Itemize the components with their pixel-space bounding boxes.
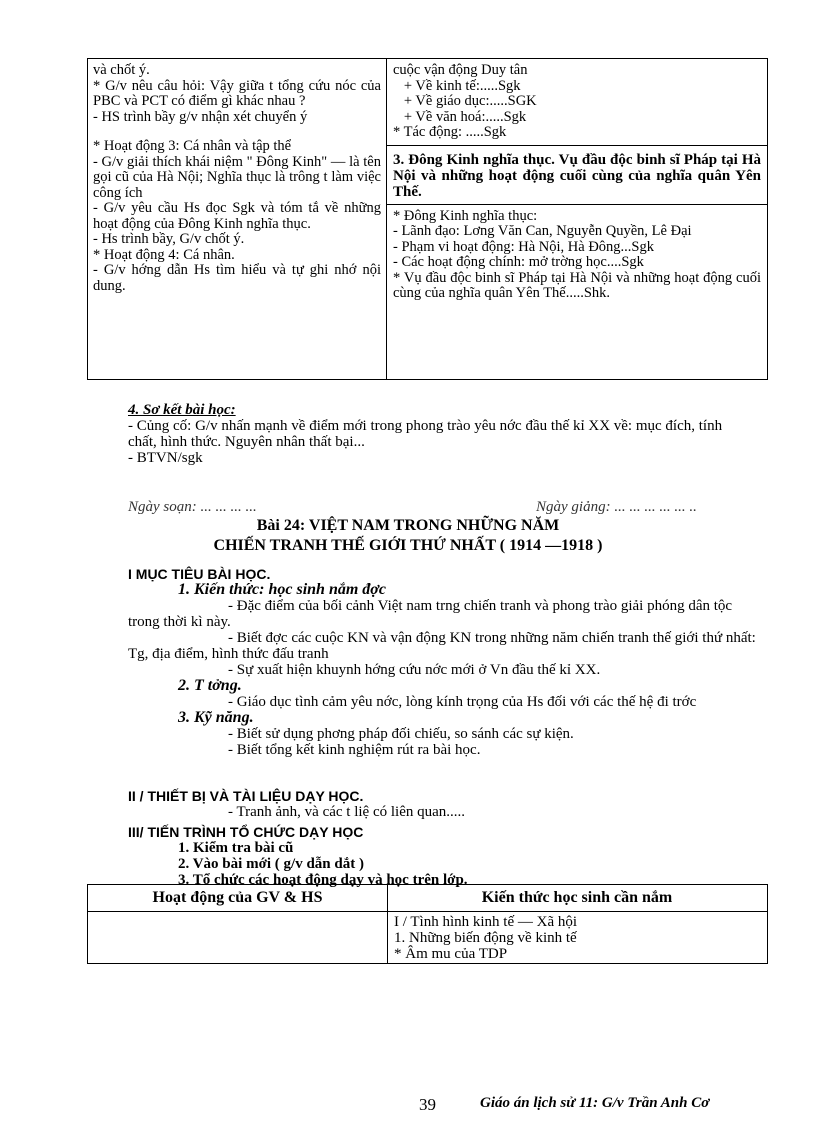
header-knowledge: Kiến thức học sinh cần nắm <box>481 889 673 906</box>
equipment-section <box>128 788 758 820</box>
footer-author: Giáo án lịch sử 11: G/v Trần Anh Cơ <box>480 1095 710 1111</box>
activities-table <box>87 884 768 964</box>
equipment-heading: II / THIẾT BỊ VÀ TÀI LIỆU DẠY HỌC. <box>128 788 364 804</box>
activity-line: - HS trình bầy g/v nhận xét chuyển ý <box>93 108 308 125</box>
equipment-line: - Tranh ảnh, và các t liệ có liên quan..... <box>228 804 466 820</box>
activity-line: - Hs trình bầy, G/v chốt ý. <box>93 231 245 247</box>
objectives-section <box>128 566 758 758</box>
date-row <box>128 499 758 516</box>
activity-line: và chốt ý. <box>93 62 150 78</box>
activity-line: * G/v nêu câu hỏi: Vậy giữa t tổng cứu nóc của PBC và PCT có điểm gì khác nhau ? <box>93 77 385 109</box>
summary-line: - BTVN/sgk <box>128 450 203 466</box>
lesson-summary <box>128 402 753 466</box>
lesson-table-continued <box>87 58 768 380</box>
process-section <box>128 824 758 888</box>
knowledge-cell <box>394 914 761 962</box>
process-step: 2. Vào bài mới ( g/v dẫn dắt ) <box>178 856 364 872</box>
section-heading: 3. Đông Kinh nghĩa thục. Vụ đầu độc binh sĩ Pháp tại Hà Nội và những hoạt động cuối cùng của nghĩa quân Yên Thế. <box>393 151 761 200</box>
lesson-title-line: Bài 24: VIỆT NAM TRONG NHỮNG NĂM <box>256 517 560 534</box>
knowledge-line: - Các hoạt động chính: mở trờng học....Sgk <box>393 254 644 270</box>
summary-heading: 4. Sơ kết bài học: <box>128 402 236 418</box>
page-number: 39 <box>419 1095 436 1114</box>
knowledge-line: - Phạm vi hoạt động: Hà Nội, Hà Đông...Sgk <box>393 238 654 255</box>
knowledge-line: + Về giáo dục:.....SGK <box>393 93 537 109</box>
date-taught: Ngày giảng: ... ... ... ... ... .. <box>536 499 697 515</box>
date-prepared: Ngày soạn: ... ... ... ... <box>128 499 257 515</box>
header-activities: Hoạt động của GV & HS <box>152 889 323 906</box>
knowledge-heading: 1. Kiến thức: học sinh nắm đợc <box>178 581 386 598</box>
knowledge-line: * Âm mu của TDP <box>394 946 508 962</box>
knowledge-line: * Vụ đầu độc binh sĩ Pháp tại Hà Nội và những hoạt động cuối cùng của nghĩa quân Yên Thế.....Shk. <box>393 269 765 301</box>
objective-line: - Biết tổng kết kinh nghiệm rút ra bài học. <box>228 742 481 758</box>
knowledge-line: * Tác động: .....Sgk <box>393 124 507 140</box>
activity-line: - G/v hớng dẫn Hs tìm hiểu và tự ghi nhớ nội dung. <box>93 262 385 294</box>
activity-line: - G/v yêu cầu Hs đọc Sgk và tóm tắ về những hoạt động của Đông Kinh nghĩa thục. <box>93 200 385 232</box>
activity-line: * Hoạt động 3: Cá nhân và tập thể <box>93 138 292 154</box>
skills-heading: 3. Kỹ năng. <box>178 709 254 726</box>
objective-line: - Giáo dục tình cảm yêu nớc, lòng kính trọng của Hs đối với các thế hệ đi trớc <box>228 694 697 710</box>
lesson-title-line: CHIẾN TRANH THẾ GIỚI THỨ NHẤT ( 1914 —1918 ) <box>213 537 603 554</box>
knowledge-line: + Về kinh tế:.....Sgk <box>393 77 521 94</box>
activity-line: * Hoạt động 4: Cá nhân. <box>93 246 235 263</box>
divider <box>387 145 767 146</box>
process-step: 3. Tổ chức các hoạt động dạy và học trên lớp. <box>178 872 468 888</box>
thought-heading: 2. T tởng. <box>178 677 242 694</box>
objective-line: - Đặc điểm của bối cảnh Việt nam trng chiến tranh và phong trào giải phóng dân tộc trong thời kì này. <box>128 598 736 630</box>
teacher-student-activities-column <box>88 59 387 379</box>
activity-line: - G/v giải thích khái niệm " Đông Kinh" — là tên gọi cũ của Hà Nội; Nghĩa thục là trông t làm việc công ích <box>93 153 385 201</box>
knowledge-line: cuộc vận động Duy tân <box>393 62 528 78</box>
knowledge-column <box>387 59 767 379</box>
divider <box>387 204 767 205</box>
objective-line: - Biết đợc các cuộc KN và vận động KN trong những năm chiến tranh thế giới thứ nhất: Tg, địa điểm, hình thức đấu tranh <box>128 630 760 662</box>
knowledge-line: - Lãnh đạo: Lơng Văn Can, Nguyễn Quyền, Lê Đại <box>393 223 692 239</box>
lesson-title <box>0 516 816 556</box>
objectives-heading: I MỤC TIÊU BÀI HỌC. <box>128 566 271 582</box>
process-heading: III/ TIẾN TRÌNH TỔ CHỨC DẠY HỌC <box>128 824 364 840</box>
knowledge-line: * Đông Kinh nghĩa thục: <box>393 207 538 224</box>
knowledge-line: 1. Những biến động về kinh tế <box>394 930 577 946</box>
knowledge-line: + Về văn hoá:.....Sgk <box>393 108 527 125</box>
summary-line: - Củng cố: G/v nhấn mạnh về điểm mới trong phong trào yêu nớc đầu thế kỉ XX về: mục đích, tính chất, hình thức. Nguyên nhân thất bại... <box>128 418 726 450</box>
objective-line: - Biết sử dụng phơng pháp đối chiếu, so sánh các sự kiện. <box>228 726 574 742</box>
objective-line: - Sự xuất hiện khuynh hớng cứu nớc mới ở Vn đầu thế kỉ XX. <box>228 662 601 678</box>
process-step: 1. Kiểm tra bài cũ <box>178 840 294 856</box>
knowledge-line: I / Tình hình kinh tế — Xã hội <box>394 914 578 930</box>
